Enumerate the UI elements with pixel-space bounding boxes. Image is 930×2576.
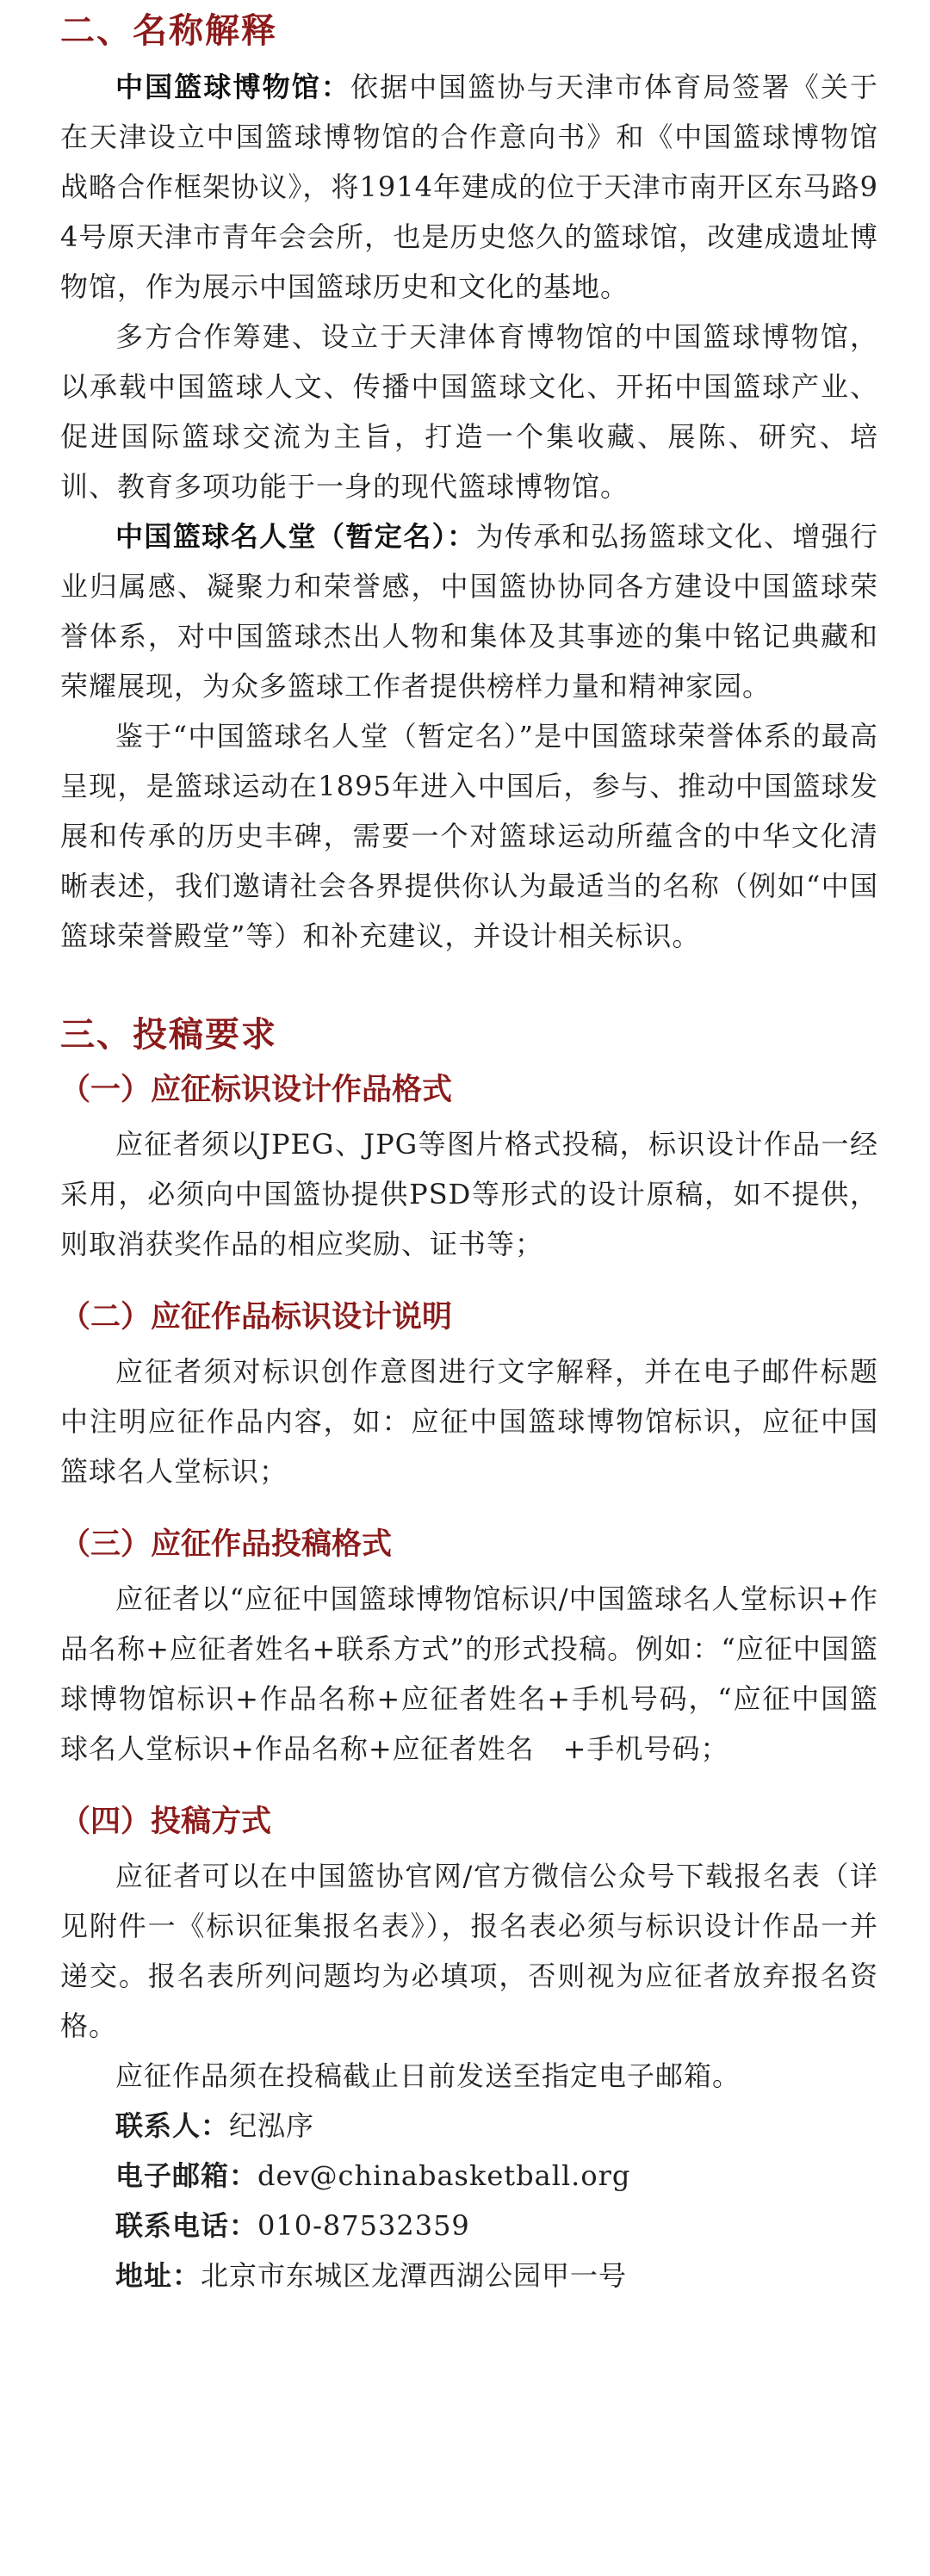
contact-email-label: 电子邮箱：: [115, 2159, 258, 2192]
paragraph-naming-invitation: [60, 711, 878, 961]
paragraph-museum-purpose: [60, 312, 878, 511]
subsection-title-submission-method: （四）投稿方式: [60, 1804, 272, 1839]
paragraph-submission-method: 应征者可以在中国篮协官网/官方微信公众号下载报名表（详见附件一《标识征集报名表》），报名表必须与标识设计作品一并递交。报名表所列问题均为必填项，否则视为应征者放弃报名资格。: [60, 1860, 878, 2042]
text-naming-invitation: 鉴于“中国篮球名人堂（暂定名）”是中国篮球荣誉体系的最高呈现，是篮球运动在1895年进入中国后，参与、推动中国篮球发展和传承的历史丰碑，需要一个对篮球运动所蕴含的中华文化清晰表述，我们邀请社会各界提供你认为最适当的名称（例如“中国篮球荣誉殿堂”等）和补充建议，并设计相关标识。: [60, 720, 878, 952]
paragraph-format: 应征者须以JPEG、JPG等图片格式投稿，标识设计作品一经采用，必须向中国篮协提供PSD等形式的设计原稿，如不提供，则取消获奖作品的相应奖励、证书等；: [60, 1128, 878, 1260]
paragraph-basketball-museum: [60, 62, 878, 312]
contact-phone-label: 联系电话：: [115, 2209, 258, 2242]
contact-email: [60, 2151, 878, 2201]
subsection-title-description: （二）应征作品标识设计说明: [60, 1299, 453, 1334]
term-hall-of-fame: 中国篮球名人堂（暂定名）：: [115, 520, 476, 553]
text-basketball-museum: 依据中国篮协与天津市体育局签署《关于在天津设立中国篮球博物馆的合作意向书》和《中国篮球博物馆战略合作框架协议》，将1914年建成的位于天津市南开区东马路94号原天津市青年会会所，也是历史悠久的篮球馆，改建成遗址博物馆，作为展示中国篮球历史和文化的基地。: [60, 71, 878, 303]
section-title-name-explanation: 二、名称解释: [60, 10, 277, 51]
term-basketball-museum: 中国篮球博物馆：: [115, 71, 350, 103]
contact-person-value: 纪泓序: [229, 2109, 315, 2142]
contact-person-label: 联系人：: [115, 2109, 230, 2142]
subsection-title-format: （一）应征标识设计作品格式: [60, 1072, 453, 1107]
contact-address-label: 地址：: [115, 2259, 202, 2292]
contact-phone-value: 010-87532359: [257, 2209, 470, 2242]
subsection-title-submission-format: （三）应征作品投稿格式: [60, 1526, 393, 1562]
contact-phone: [60, 2201, 878, 2251]
contact-address: [60, 2251, 878, 2300]
contact-email-link[interactable]: dev@chinabasketball.org: [257, 2159, 631, 2192]
contact-address-value: 北京市东城区龙潭西湖公园甲一号: [201, 2259, 628, 2292]
paragraph-deadline: 应征作品须在投稿截止日前发送至指定电子邮箱。: [115, 2059, 741, 2092]
contact-person: [60, 2101, 878, 2151]
paragraph-hall-of-fame: [60, 511, 878, 711]
paragraph-description: 应征者须对标识创作意图进行文字解释，并在电子邮件标题中注明应征作品内容，如：应征中国篮球博物馆标识，应征中国篮球名人堂标识；: [60, 1355, 878, 1488]
section-title-submission-requirements: 三、投稿要求: [60, 1014, 277, 1055]
paragraph-submission-format: 应征者以“应征中国篮球博物馆标识/中国篮球名人堂标识+作品名称+应征者姓名+联系方式”的形式投稿。例如：“应征中国篮球博物馆标识+作品名称+应征者姓名+手机号码，“应征中国篮球名人堂标识+作品名称+应征者姓名 +手机号码；: [60, 1582, 878, 1765]
text-museum-purpose: 多方合作筹建、设立于天津体育博物馆的中国篮球博物馆，以承载中国篮球人文、传播中国篮球文化、开拓中国篮球产业、促进国际篮球交流为主旨，打造一个集收藏、展陈、研究、培训、教育多项功能于一身的现代篮球博物馆。: [60, 320, 878, 503]
text-hall-of-fame: 为传承和弘扬篮球文化、增强行业归属感、凝聚力和荣誉感，中国篮协协同各方建设中国篮球荣誉体系，对中国篮球杰出人物和集体及其事迹的集中铭记典藏和荣耀展现，为众多篮球工作者提供榜样力量和精神家园。: [60, 520, 878, 703]
